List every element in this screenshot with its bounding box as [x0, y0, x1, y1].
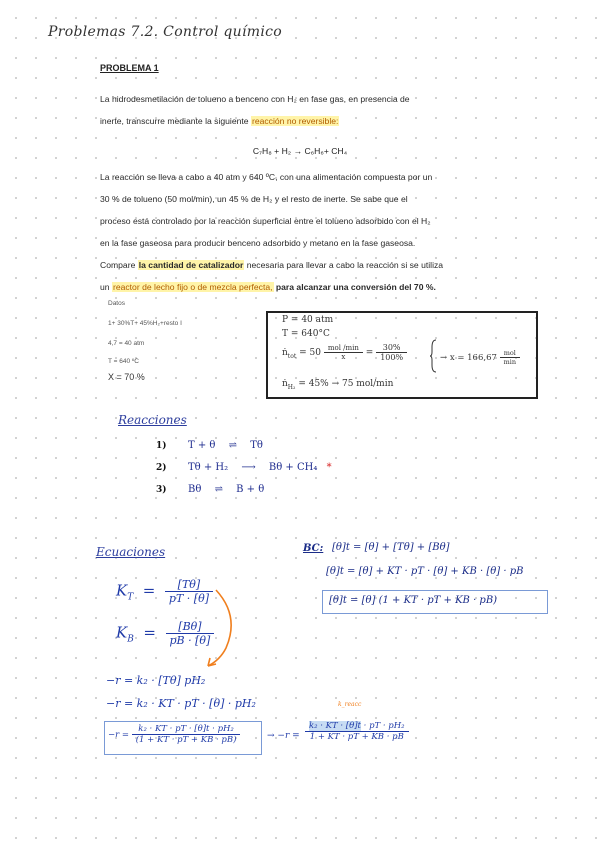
box-h2-sub: H₂ — [287, 383, 296, 391]
box-n-unit — [324, 344, 363, 361]
problem-paragraph-1 — [100, 88, 500, 132]
kb-lhs: K — [116, 623, 128, 642]
reaction-1-arrow: ⇌ — [228, 440, 238, 451]
curly-brace-icon — [430, 339, 438, 373]
box-h2-eq: = 45% → 75 mol/min — [298, 379, 394, 389]
box-fraction — [376, 343, 407, 362]
p2-line-1: La reacción se lleva a cabo a 40 atm y 640 ºC, con una alimentación compuesta por un — [100, 172, 433, 182]
p3-line2-start: un — [100, 282, 110, 292]
rate-eq-3-box — [104, 721, 262, 755]
box-result-unit-den: min — [503, 358, 517, 366]
reaction-2-left: Tθ + H₂ — [188, 462, 229, 473]
rate-eq-3-num: k₂ · KT · pT · [θ]t · pH₂ — [132, 724, 241, 735]
p3-highlight-1: la cantidad de catalizador — [138, 260, 244, 270]
notes-line-4: T = 640 ºC — [108, 358, 139, 365]
kb-equation: $K_B$ = $\frac{[B\theta]}{pB \cdot [\theta]}$ — [116, 620, 214, 647]
bc-label: BC: — [303, 543, 324, 554]
rate-eq-3-fraction — [132, 724, 241, 745]
reaction-3-right: B + θ — [236, 484, 265, 495]
reaction-3-arrow: ⇌ — [214, 484, 223, 495]
p3-highlight-2: reactor de lecho fijo o de mezcla perfecta, — [112, 282, 273, 292]
reaction-2-number: 2) — [156, 463, 167, 473]
box-frac-den: 100% — [380, 353, 404, 362]
box-molar-flow: ṅ$_{tot}$ = 50 $\frac{\text{mol /min}}{x}$ = $\frac{30\%}{100\%}$ — [282, 343, 407, 362]
rate-eq-3-lhs: −r = — [108, 730, 130, 740]
p3-end: para alcanzar una conversión del 70 %. — [275, 282, 436, 292]
p1-line-2: inerte, transcurre mediante la siguiente — [100, 116, 249, 126]
box-temperature: T = 640°C — [282, 329, 330, 339]
rate-eq-4-den: 1 + KT · pT + KB · pB — [309, 732, 404, 742]
box-n-label: ṅ — [282, 348, 288, 358]
k-reacc-label: k_reacc — [338, 701, 362, 708]
box-pressure: P = 40 atm — [282, 315, 334, 325]
reaction-3 — [188, 484, 264, 495]
data-box — [266, 311, 538, 399]
box-n-unit-num: mol /min — [324, 344, 363, 353]
kt-lhs: K — [116, 581, 128, 600]
page-title: Problemas 7.2. Control químico — [48, 24, 282, 40]
box-h2-label: ṅ — [282, 379, 288, 389]
notes-line-1: Datos — [108, 300, 125, 307]
p2-line-4: en la fase gaseosa para producir benceno adsorbido y metano en la fase gaseosa. — [100, 238, 416, 248]
reaction-2-arrow: ⟶ — [241, 462, 256, 473]
rate-eq-3-den: (1 + KT · pT + KB · pB) — [135, 735, 237, 745]
kt-den: pT · [θ] — [168, 592, 209, 605]
p1-highlight: reacción no reversible: — [251, 116, 339, 126]
p2-line-2: 30 % de tolueno (50 mol/min), un 45 % de H₂ y el resto de inerte. Se sabe que el — [100, 194, 408, 204]
reaction-1-right: Tθ — [250, 440, 263, 451]
reaction-2-right: Bθ + CH₄ — [268, 462, 318, 473]
reaction-2 — [188, 462, 332, 473]
rate-eq-4-numerator — [305, 721, 409, 732]
problem-paragraph-2 — [100, 166, 500, 298]
box-n-unit-den: x — [341, 353, 346, 361]
rate-eq-4-num-highlight: k₂ · KT · [θ]t — [309, 721, 361, 731]
notes-line-3: 4,7 = 40 atm — [108, 340, 145, 347]
kb-num: [Bθ] — [166, 620, 215, 634]
box-result — [440, 349, 520, 366]
reaction-1-number: 1) — [156, 441, 167, 451]
bc-eq-3-box: [θ]t = [θ] (1 + KT · pT + KB · pB) — [322, 590, 548, 614]
rate-eq-4 — [305, 721, 409, 742]
rate-eq-4-fraction — [305, 721, 409, 742]
notes-line-2: 1+ 30%T+ 45%H₂+resto I — [108, 320, 182, 327]
bc-eq-2: [θ]t = [θ] + KT · pT · [θ] + KB · [θ] · pB — [326, 566, 524, 577]
rate-eq-4-num-rest: · pT · pH₂ — [360, 721, 405, 731]
box-h2-flow — [282, 379, 393, 391]
p1-line-1: La hidrodesmetilación de tolueno a benceno con H₂ en fase gas, en presencia de — [100, 94, 410, 104]
reaction-3-number: 3) — [156, 485, 167, 495]
bc-eq-1: [θ]t = [θ] + [Tθ] + [Bθ] — [332, 542, 450, 553]
reaction-equation: C₇H₈ + H₂ → C₆H₆+ CH₄ — [252, 146, 348, 156]
red-star-mark: * — [326, 462, 332, 473]
box-result-text: → x = 166,67 — [440, 353, 497, 363]
notes-line-5: X = 70 % — [108, 372, 145, 382]
box-frac-num: 30% — [376, 343, 407, 353]
box-n-sub: tot — [287, 352, 297, 360]
kb-den: pB · [θ] — [169, 634, 211, 647]
kb-sub: B — [127, 634, 134, 645]
box-n-eq: = 50 — [299, 348, 321, 358]
kt-sub: T — [127, 592, 134, 603]
box-result-unit — [500, 349, 520, 366]
box-result-unit-num: mol — [500, 349, 520, 358]
equations-heading: Ecuaciones — [96, 545, 166, 559]
rate-eq-1: −r = k₂ · [Tθ] pH₂ — [106, 674, 206, 687]
orange-curved-arrow-icon — [196, 586, 244, 672]
p3-start: Compare — [100, 260, 136, 270]
reaction-1-left: T + θ — [188, 440, 216, 451]
reaction-3-left: Bθ — [188, 484, 202, 495]
kt-num: [Tθ] — [165, 578, 213, 592]
rate-eq-2: −r = k₂ · KT · pT · [θ] · pH₂ — [106, 697, 256, 710]
rate-eq-arrow: → −r = — [267, 731, 300, 741]
p2-line-3: proceso está controlado por la reacción superficial entre el tolueno adsorbido con el H₂ — [100, 216, 431, 226]
problem-heading: PROBLEMA 1 — [100, 63, 159, 73]
kt-equation: $K_T$ = $\frac{[T\theta]}{pT \cdot [\theta]}$ — [116, 578, 213, 605]
reaction-1 — [188, 440, 263, 451]
reactions-heading: Reacciones — [118, 413, 187, 427]
p3-mid: necesaria para llevar a cabo la reacción si se utiliza — [246, 260, 444, 270]
